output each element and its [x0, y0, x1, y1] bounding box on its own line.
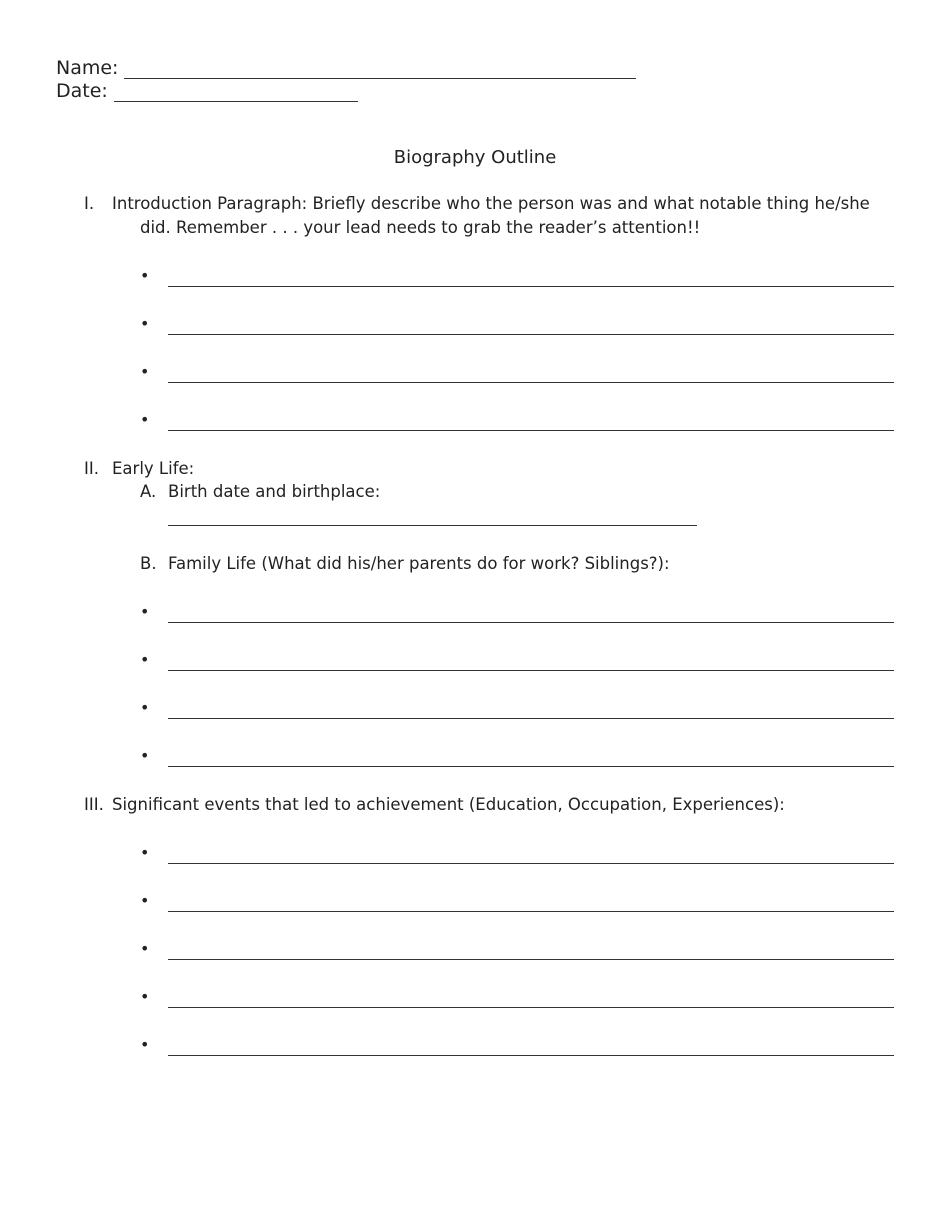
bullet-icon: • [140, 891, 150, 910]
intro-bullet-line-2[interactable] [140, 314, 894, 336]
section-early-life-heading [84, 457, 872, 481]
blank-line[interactable] [168, 718, 894, 719]
events-bullet-line-4[interactable] [140, 987, 894, 1009]
blank-line[interactable] [168, 959, 894, 960]
birth-info-blank-line[interactable] [168, 525, 697, 526]
date-label: Date: [56, 80, 108, 102]
blank-line[interactable] [168, 286, 894, 287]
item-b-letter: B. [140, 554, 157, 573]
bullet-icon: • [140, 602, 150, 621]
date-field [56, 80, 358, 102]
blank-line[interactable] [168, 334, 894, 335]
section-events-heading [84, 793, 872, 817]
section-intro-text-line1: Introduction Paragraph: Briefly describe who the person was and what notable thing he/she [112, 194, 870, 213]
blank-line[interactable] [168, 382, 894, 383]
blank-line[interactable] [168, 622, 894, 623]
intro-bullet-line-1[interactable] [140, 266, 894, 288]
early-life-item-a [140, 481, 380, 503]
bullet-icon: • [140, 362, 150, 381]
family-bullet-line-1[interactable] [140, 602, 894, 624]
events-bullet-line-5[interactable] [140, 1035, 894, 1057]
intro-bullet-line-4[interactable] [140, 410, 894, 432]
blank-line[interactable] [168, 863, 894, 864]
blank-line[interactable] [168, 430, 894, 431]
section-intro-text-line2: did. Remember . . . your lead needs to grab the reader’s attention!! [140, 218, 701, 237]
events-bullet-line-2[interactable] [140, 891, 894, 913]
item-a-text: Birth date and birthplace: [168, 482, 381, 501]
item-b-text: Family Life (What did his/her parents do for work? Siblings?): [168, 554, 670, 573]
family-bullet-line-2[interactable] [140, 650, 894, 672]
bullet-icon: • [140, 314, 150, 333]
name-label: Name: [56, 57, 119, 79]
section-events-numeral: III. [84, 795, 104, 814]
section-events-text: Significant events that led to achievement (Education, Occupation, Experiences): [112, 795, 785, 814]
section-intro-numeral: I. [84, 194, 95, 213]
name-field [56, 57, 636, 79]
bullet-icon: • [140, 939, 150, 958]
bullet-icon: • [140, 746, 150, 765]
page-title: Biography Outline [393, 147, 557, 168]
name-blank-line[interactable] [124, 61, 636, 79]
bullet-icon: • [140, 650, 150, 669]
date-blank-line[interactable] [114, 84, 358, 102]
section-early-life-text: Early Life: [112, 459, 195, 478]
intro-bullet-line-3[interactable] [140, 362, 894, 384]
item-a-letter: A. [140, 482, 157, 501]
blank-line[interactable] [168, 1007, 894, 1008]
bullet-icon: • [140, 698, 150, 717]
blank-line[interactable] [168, 1055, 894, 1056]
bullet-icon: • [140, 410, 150, 429]
bullet-icon: • [140, 843, 150, 862]
blank-line[interactable] [168, 911, 894, 912]
section-early-life-numeral: II. [84, 459, 99, 478]
family-bullet-line-3[interactable] [140, 698, 894, 720]
events-bullet-line-1[interactable] [140, 843, 894, 865]
blank-line[interactable] [168, 766, 894, 767]
early-life-item-b [140, 553, 670, 575]
family-bullet-line-4[interactable] [140, 746, 894, 768]
bullet-icon: • [140, 987, 150, 1006]
bullet-icon: • [140, 266, 150, 285]
section-intro-heading [84, 192, 872, 240]
blank-line[interactable] [168, 670, 894, 671]
bullet-icon: • [140, 1035, 150, 1054]
events-bullet-line-3[interactable] [140, 939, 894, 961]
